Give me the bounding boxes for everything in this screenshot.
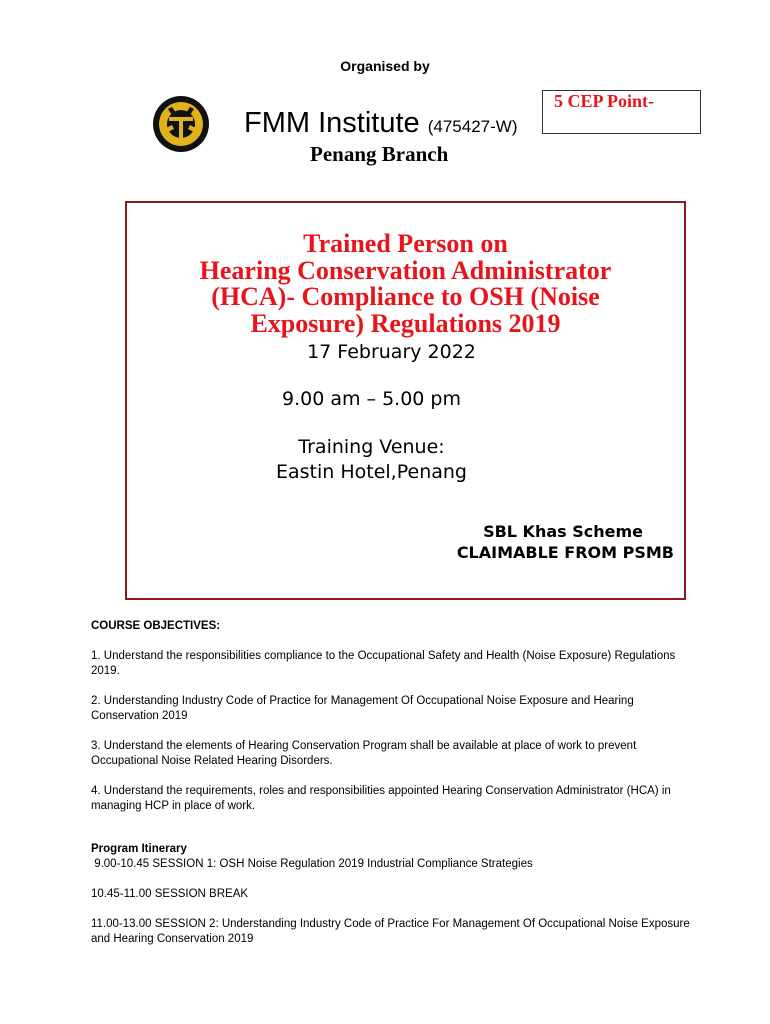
branch-name: Penang Branch bbox=[310, 142, 449, 166]
objective-item: 1. Understand the responsibilities compliance to the Occupational Safety and Health (Noise Exposure) Regulations 2019. bbox=[91, 650, 676, 677]
cep-points-box bbox=[542, 90, 701, 134]
course-title bbox=[127, 231, 684, 337]
objective-item: 4. Understand the requirements, roles and responsibilities appointed Hearing Conservation Administrator (HCA) in managing HCP in place of work. bbox=[91, 785, 671, 812]
program-session: 11.00-13.00 SESSION 2: Understanding Industry Code of Practice For Management Of Occupational Noise Exposure and Hearing Conservation 2019 bbox=[91, 918, 690, 945]
institute-name bbox=[244, 107, 517, 140]
institute-title: FMM Institute bbox=[244, 107, 420, 139]
course-title-line: (HCA)- Compliance to OSH (Noise bbox=[211, 282, 600, 311]
program-session: 9.00-10.45 SESSION 1: OSH Noise Regulation 2019 Industrial Compliance Strategies bbox=[91, 858, 533, 870]
fmm-logo-icon bbox=[152, 95, 210, 153]
course-info-box bbox=[125, 201, 686, 600]
organised-by-label: Organised by bbox=[340, 58, 430, 74]
registration-number: (475427-W) bbox=[427, 117, 518, 136]
venue-name: Eastin Hotel,Penang bbox=[276, 461, 467, 483]
course-details bbox=[91, 619, 691, 962]
course-title-line: Hearing Conservation Administrator bbox=[199, 255, 612, 285]
venue-label: Training Venue: bbox=[298, 436, 445, 458]
program-heading: Program Itinerary bbox=[91, 843, 187, 855]
course-title-line: Trained Person on bbox=[303, 229, 508, 258]
cep-points-text: 5 CEP Point- bbox=[554, 91, 655, 111]
objective-item: 3. Understand the elements of Hearing Conservation Program shall be available at place of work to prevent Occupational Noise Related Hearing Disorders. bbox=[91, 740, 637, 767]
scheme-name: SBL Khas Scheme bbox=[483, 522, 643, 541]
objectives-heading: COURSE OBJECTIVES: bbox=[91, 620, 221, 632]
course-title-line: Exposure) Regulations 2019 bbox=[250, 308, 561, 338]
course-time: 9.00 am – 5.00 pm bbox=[282, 388, 461, 410]
objective-item: 2. Understanding Industry Code of Practice for Management Of Occupational Noise Exposure and Hearing Conservation 2019 bbox=[91, 695, 634, 722]
claimable-note: CLAIMABLE FROM PSMB bbox=[456, 543, 674, 562]
course-date: 17 February 2022 bbox=[307, 341, 476, 363]
program-session: 10.45-11.00 SESSION BREAK bbox=[91, 888, 249, 900]
